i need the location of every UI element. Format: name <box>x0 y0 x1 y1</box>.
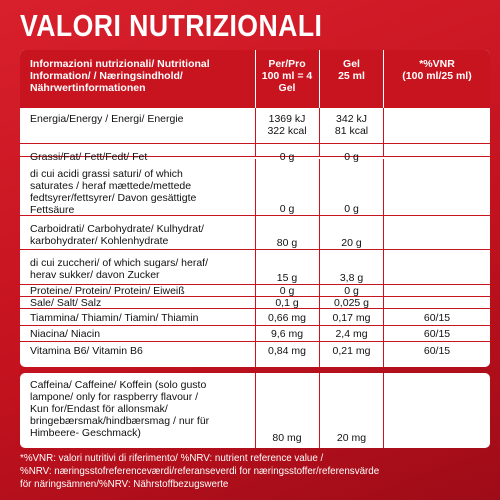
row-salt-per: 0,1 g <box>275 297 299 309</box>
row-fat-per: 0 g <box>279 151 295 163</box>
row-protein-gel: 0 g <box>344 285 359 297</box>
row-energy-gel: 342 kJ 81 kcal <box>334 113 369 137</box>
caffeine-label: Caffeina/ Caffeine/ Koffein (solo gusto lampone/ only for raspberry flavour / Kun for/Endast för allonsmak/ bringebærsmak/hindbærsmag / nur für Himbeere- Geschmack) <box>30 379 210 439</box>
row-vitamin-b6-per: 0,84 mg <box>268 345 306 357</box>
row-fat-gel: 0 g <box>344 151 359 163</box>
row-salt-gel: 0,025 g <box>333 297 370 309</box>
header-nrv: *%VNR (100 ml/25 ml) <box>402 58 472 82</box>
row-protein-per: 0 g <box>279 285 295 297</box>
page-title: VALORI NUTRIZIONALI <box>20 8 323 43</box>
row-carbohydrate-label: Carboidrati/ Carbohydrate/ Kulhydrat/ karbohydrater/ Kohlenhydrate <box>30 223 204 247</box>
row-salt-label: Sale/ Salt/ Salz <box>30 297 102 309</box>
caffeine-table <box>20 373 490 448</box>
row-niacin-per: 9,6 mg <box>270 328 304 340</box>
row-thiamin-nrv: 60/15 <box>423 312 451 324</box>
row-vitamin-b6-nrv: 60/15 <box>423 345 451 357</box>
row-divider <box>20 341 490 342</box>
footnote-line: *%VNR: valori nutritivi di riferimento/ %NRV: nutrient reference value / <box>20 453 324 464</box>
nrv-footnote <box>20 452 490 491</box>
caffeine-gel: 20 mg <box>336 432 367 444</box>
nutrition-table <box>20 50 490 367</box>
header-per-100ml: Per/Pro 100 ml = 4 Gel <box>261 58 313 94</box>
row-saturates-gel: 0 g <box>344 203 359 215</box>
caffeine-per: 80 mg <box>272 432 302 444</box>
row-carbohydrate-per: 80 g <box>276 237 298 249</box>
row-vitamin-b6-label: Vitamina B6/ Vitamin B6 <box>30 345 143 357</box>
row-thiamin-label: Tiammina/ Thiamin/ Tiamin/ Thiamin <box>30 312 199 324</box>
row-saturates-per: 0 g <box>279 203 295 215</box>
row-divider <box>20 143 490 144</box>
column-divider <box>319 50 320 108</box>
row-energy-label: Energia/Energy / Energi/ Energie <box>30 113 184 125</box>
column-divider <box>383 373 384 448</box>
row-niacin-label: Niacina/ Niacin <box>30 328 101 340</box>
footnote-line: för näringsämnen/%NRV: Nährstoffbezugswerte <box>20 479 229 490</box>
row-protein-label: Proteine/ Protein/ Protein/ Eiweiß <box>30 285 185 297</box>
row-saturates-label: di cui acidi grassi saturi/ of which saturates / heraf mættede/mettede fedtsyrer/fettsyrer/ Davon gesättigte Fettsäure <box>30 168 197 216</box>
row-divider <box>20 249 490 250</box>
header-per-gel: Gel 25 ml <box>338 58 365 82</box>
row-energy-per: 1369 kJ 322 kcal <box>267 113 307 137</box>
row-fat-label: Grassi/Fat/ Fett/Fedt/ Fet <box>30 151 148 163</box>
row-divider <box>20 325 490 326</box>
header-label: Informazioni nutrizionali/ Nutritional Information/ / Næringsindhold/ Nährwertinformationen <box>30 58 210 94</box>
row-sugars-label: di cui zuccheri/ of which sugars/ heraf/ herav sukker/ davon Zucker <box>30 257 208 281</box>
row-niacin-gel: 2,4 mg <box>335 328 368 340</box>
row-sugars-per: 15 g <box>276 272 298 284</box>
footnote-line: %NRV: næringsstofreferenceværdi/referanseverdi for næringsstoffer/referensvärde <box>20 466 380 477</box>
row-carbohydrate-gel: 20 g <box>341 237 362 249</box>
row-thiamin-gel: 0,17 mg <box>332 312 371 324</box>
column-divider <box>383 50 384 108</box>
row-vitamin-b6-gel: 0,21 mg <box>332 345 371 357</box>
row-thiamin-per: 0,66 mg <box>268 312 306 324</box>
row-niacin-nrv: 60/15 <box>423 328 451 340</box>
row-sugars-gel: 3,8 g <box>339 272 364 284</box>
column-divider <box>255 50 256 108</box>
